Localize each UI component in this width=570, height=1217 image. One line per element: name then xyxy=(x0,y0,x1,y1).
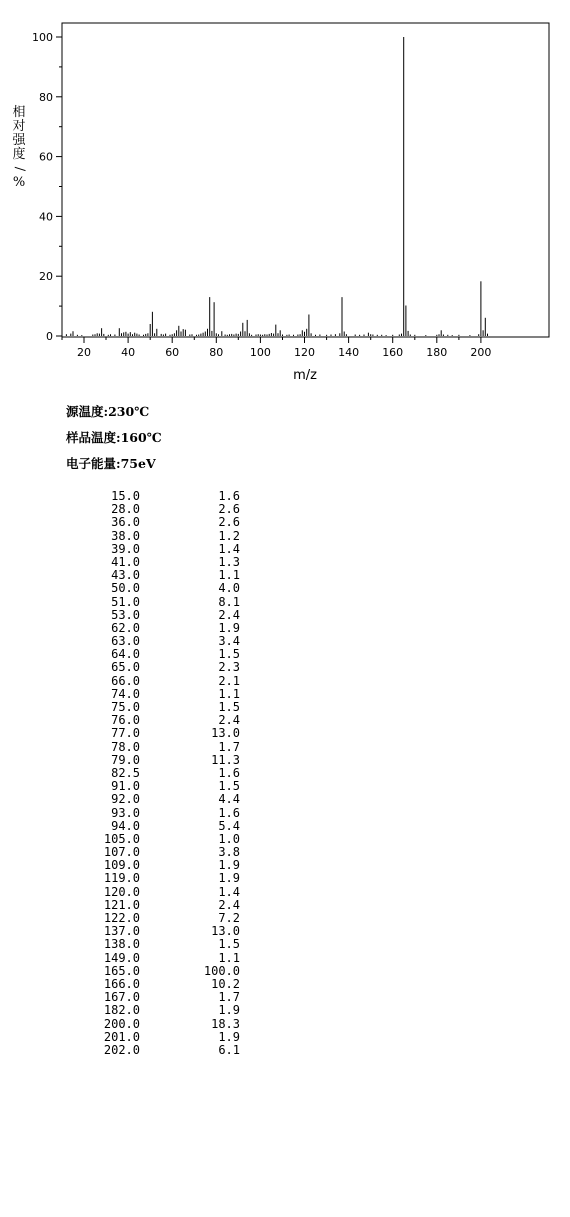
table-row xyxy=(60,938,240,951)
relative-intensity-value: 2.4 xyxy=(218,713,240,728)
table-row xyxy=(60,701,240,714)
table-row xyxy=(60,965,240,978)
relative-intensity-value: 4.0 xyxy=(218,581,240,596)
relative-intensity-value: 2.3 xyxy=(218,660,240,675)
relative-intensity-value: 2.1 xyxy=(218,673,240,688)
relative-intensity-value: 2.4 xyxy=(218,607,240,622)
y-tick-label: 100 xyxy=(32,31,53,44)
relative-intensity-value: 1.3 xyxy=(218,554,240,569)
x-tick-label: 120 xyxy=(294,346,315,359)
mz-value: 79.0 xyxy=(111,752,140,767)
relative-intensity-value: 7.2 xyxy=(218,911,240,925)
relative-intensity-value: 1.1 xyxy=(218,950,240,965)
table-row xyxy=(60,899,240,912)
table-row xyxy=(60,543,240,556)
mz-value: 120.0 xyxy=(103,884,140,899)
source-temperature: 源温度:230℃ xyxy=(66,404,150,419)
table-row xyxy=(60,767,240,780)
relative-intensity-value: 2.6 xyxy=(218,515,240,530)
relative-intensity-value: 6.1 xyxy=(218,1042,240,1057)
x-tick-label: 200 xyxy=(470,346,492,359)
relative-intensity-value: 4.4 xyxy=(218,792,240,807)
mz-value: 107.0 xyxy=(103,845,140,860)
relative-intensity-value: 8.1 xyxy=(218,594,240,609)
x-tick-label: 180 xyxy=(426,346,448,359)
mz-value: 77.0 xyxy=(111,726,140,741)
x-axis xyxy=(62,337,491,359)
table-row xyxy=(60,661,240,674)
mz-value: 122.0 xyxy=(103,911,140,925)
electron-energy: 电子能量:75eV xyxy=(66,456,156,471)
mz-value: 78.0 xyxy=(111,739,140,754)
mz-value: 39.0 xyxy=(111,541,140,556)
table-row xyxy=(60,648,240,661)
relative-intensity-value: 1.4 xyxy=(218,541,240,556)
table-row xyxy=(60,754,240,767)
relative-intensity-value: 1.7 xyxy=(218,990,240,1005)
table-row xyxy=(60,609,240,622)
table-row xyxy=(60,1004,240,1017)
mz-value: 36.0 xyxy=(111,515,140,530)
mz-value: 137.0 xyxy=(103,924,140,939)
mz-value: 38.0 xyxy=(111,528,140,543)
x-tick-label: 40 xyxy=(121,346,136,359)
x-tick-label: 140 xyxy=(338,346,360,359)
relative-intensity-value: 1.4 xyxy=(218,884,240,899)
relative-intensity-value: 1.9 xyxy=(218,1029,240,1044)
mz-value: 50.0 xyxy=(111,581,140,596)
mz-value: 202.0 xyxy=(103,1042,140,1057)
mz-value: 43.0 xyxy=(111,568,140,583)
mz-value: 92.0 xyxy=(111,792,140,807)
table-row xyxy=(60,872,240,885)
table-row xyxy=(60,846,240,859)
mz-value: 91.0 xyxy=(111,779,140,794)
relative-intensity-value: 10.2 xyxy=(211,976,240,991)
y-axis-title-char: 强 xyxy=(12,133,26,148)
peak-table xyxy=(60,490,240,1057)
mz-value: 53.0 xyxy=(111,607,140,622)
mz-value: 28.0 xyxy=(111,502,140,517)
x-tick-label: 100 xyxy=(249,346,271,359)
table-row xyxy=(60,1044,240,1057)
table-row xyxy=(60,503,240,516)
mz-value: 200.0 xyxy=(103,1016,140,1031)
relative-intensity-value: 1.0 xyxy=(218,831,240,846)
relative-intensity-value: 2.6 xyxy=(218,502,240,517)
mz-value: 82.5 xyxy=(111,765,140,780)
peak-bars xyxy=(62,37,488,336)
table-row xyxy=(60,1018,240,1031)
mz-value: 64.0 xyxy=(111,647,140,662)
relative-intensity-value: 1.2 xyxy=(218,528,240,543)
mz-value: 105.0 xyxy=(103,831,140,846)
relative-intensity-value: 3.8 xyxy=(218,845,240,860)
table-row xyxy=(60,596,240,609)
mz-value: 182.0 xyxy=(103,1003,140,1018)
x-tick-label: 20 xyxy=(77,346,91,359)
table-row xyxy=(60,569,240,582)
table-row xyxy=(60,793,240,806)
mz-value: 62.0 xyxy=(111,620,140,635)
y-tick-label: 0 xyxy=(46,330,53,343)
mz-value: 166.0 xyxy=(103,976,140,991)
relative-intensity-value: 1.1 xyxy=(218,568,240,583)
mz-value: 201.0 xyxy=(103,1029,140,1044)
mz-value: 94.0 xyxy=(111,818,140,833)
relative-intensity-value: 1.9 xyxy=(218,871,240,886)
table-row xyxy=(60,516,240,529)
relative-intensity-value: 2.4 xyxy=(218,897,240,912)
table-row xyxy=(60,741,240,754)
relative-intensity-value: 1.6 xyxy=(218,765,240,780)
y-axis-title-char: 相 xyxy=(12,105,26,120)
table-row xyxy=(60,490,240,503)
relative-intensity-value: 1.6 xyxy=(218,805,240,820)
mz-value: 41.0 xyxy=(111,554,140,569)
mz-value: 74.0 xyxy=(111,686,140,701)
x-tick-label: 160 xyxy=(382,346,404,359)
table-row xyxy=(60,978,240,991)
table-row xyxy=(60,688,240,701)
mz-value: 109.0 xyxy=(103,858,140,873)
table-row xyxy=(60,886,240,899)
relative-intensity-value: 5.4 xyxy=(218,818,240,833)
y-tick-label: 40 xyxy=(39,210,53,224)
table-row xyxy=(60,622,240,635)
mz-value: 66.0 xyxy=(111,673,140,688)
relative-intensity-value: 1.5 xyxy=(218,779,240,794)
y-tick-label: 60 xyxy=(39,150,53,164)
x-tick-label: 60 xyxy=(165,346,180,359)
relative-intensity-value: 1.9 xyxy=(218,1003,240,1018)
relative-intensity-value: 1.7 xyxy=(218,739,240,754)
relative-intensity-value: 1.5 xyxy=(218,937,240,952)
table-row xyxy=(60,727,240,740)
mz-value: 138.0 xyxy=(103,937,140,952)
table-row xyxy=(60,820,240,833)
mz-value: 93.0 xyxy=(111,805,140,820)
mz-value: 65.0 xyxy=(111,660,140,675)
x-tick-label: 80 xyxy=(209,346,224,359)
mz-value: 51.0 xyxy=(111,594,140,609)
y-axis-title-char: 对 xyxy=(12,119,26,134)
table-row xyxy=(60,1031,240,1044)
mass-spectrum-chart xyxy=(0,0,570,390)
relative-intensity-value: 13.0 xyxy=(211,726,240,741)
plot-frame xyxy=(62,23,549,337)
y-axis-title-char: % xyxy=(12,175,26,190)
table-row xyxy=(60,952,240,965)
table-row xyxy=(60,807,240,820)
y-axis xyxy=(32,31,62,343)
relative-intensity-value: 18.3 xyxy=(211,1016,240,1031)
table-row xyxy=(60,530,240,543)
mz-value: 149.0 xyxy=(103,950,140,965)
table-row xyxy=(60,675,240,688)
mz-value: 165.0 xyxy=(103,963,140,978)
table-row xyxy=(60,556,240,569)
mz-value: 15.0 xyxy=(111,489,140,503)
mz-value: 76.0 xyxy=(111,713,140,728)
relative-intensity-value: 1.6 xyxy=(218,489,240,503)
relative-intensity-value: 1.9 xyxy=(218,858,240,873)
y-tick-label: 80 xyxy=(39,90,53,104)
relative-intensity-value: 3.4 xyxy=(218,634,240,649)
mz-value: 121.0 xyxy=(103,897,140,912)
mz-value: 75.0 xyxy=(111,700,140,714)
table-row xyxy=(60,925,240,938)
y-axis-title-char: 度 xyxy=(12,147,26,162)
relative-intensity-value: 1.5 xyxy=(218,700,240,714)
mz-value: 119.0 xyxy=(103,871,140,886)
table-row xyxy=(60,780,240,793)
relative-intensity-value: 13.0 xyxy=(211,924,240,939)
relative-intensity-value: 100.0 xyxy=(203,963,240,978)
table-row xyxy=(60,635,240,648)
y-tick-label: 20 xyxy=(39,270,53,284)
table-row xyxy=(60,582,240,595)
relative-intensity-value: 1.9 xyxy=(218,620,240,635)
table-row xyxy=(60,859,240,872)
table-row xyxy=(60,833,240,846)
y-axis-title-char: / xyxy=(12,166,27,172)
relative-intensity-value: 11.3 xyxy=(211,752,240,767)
y-axis-title xyxy=(11,106,27,190)
relative-intensity-value: 1.5 xyxy=(218,647,240,662)
table-row xyxy=(60,991,240,1004)
sample-temperature: 样品温度:160℃ xyxy=(66,430,162,445)
x-axis-title: m/z xyxy=(293,368,317,383)
mz-value: 63.0 xyxy=(111,634,140,649)
relative-intensity-value: 1.1 xyxy=(218,686,240,701)
mz-value: 167.0 xyxy=(103,990,140,1005)
